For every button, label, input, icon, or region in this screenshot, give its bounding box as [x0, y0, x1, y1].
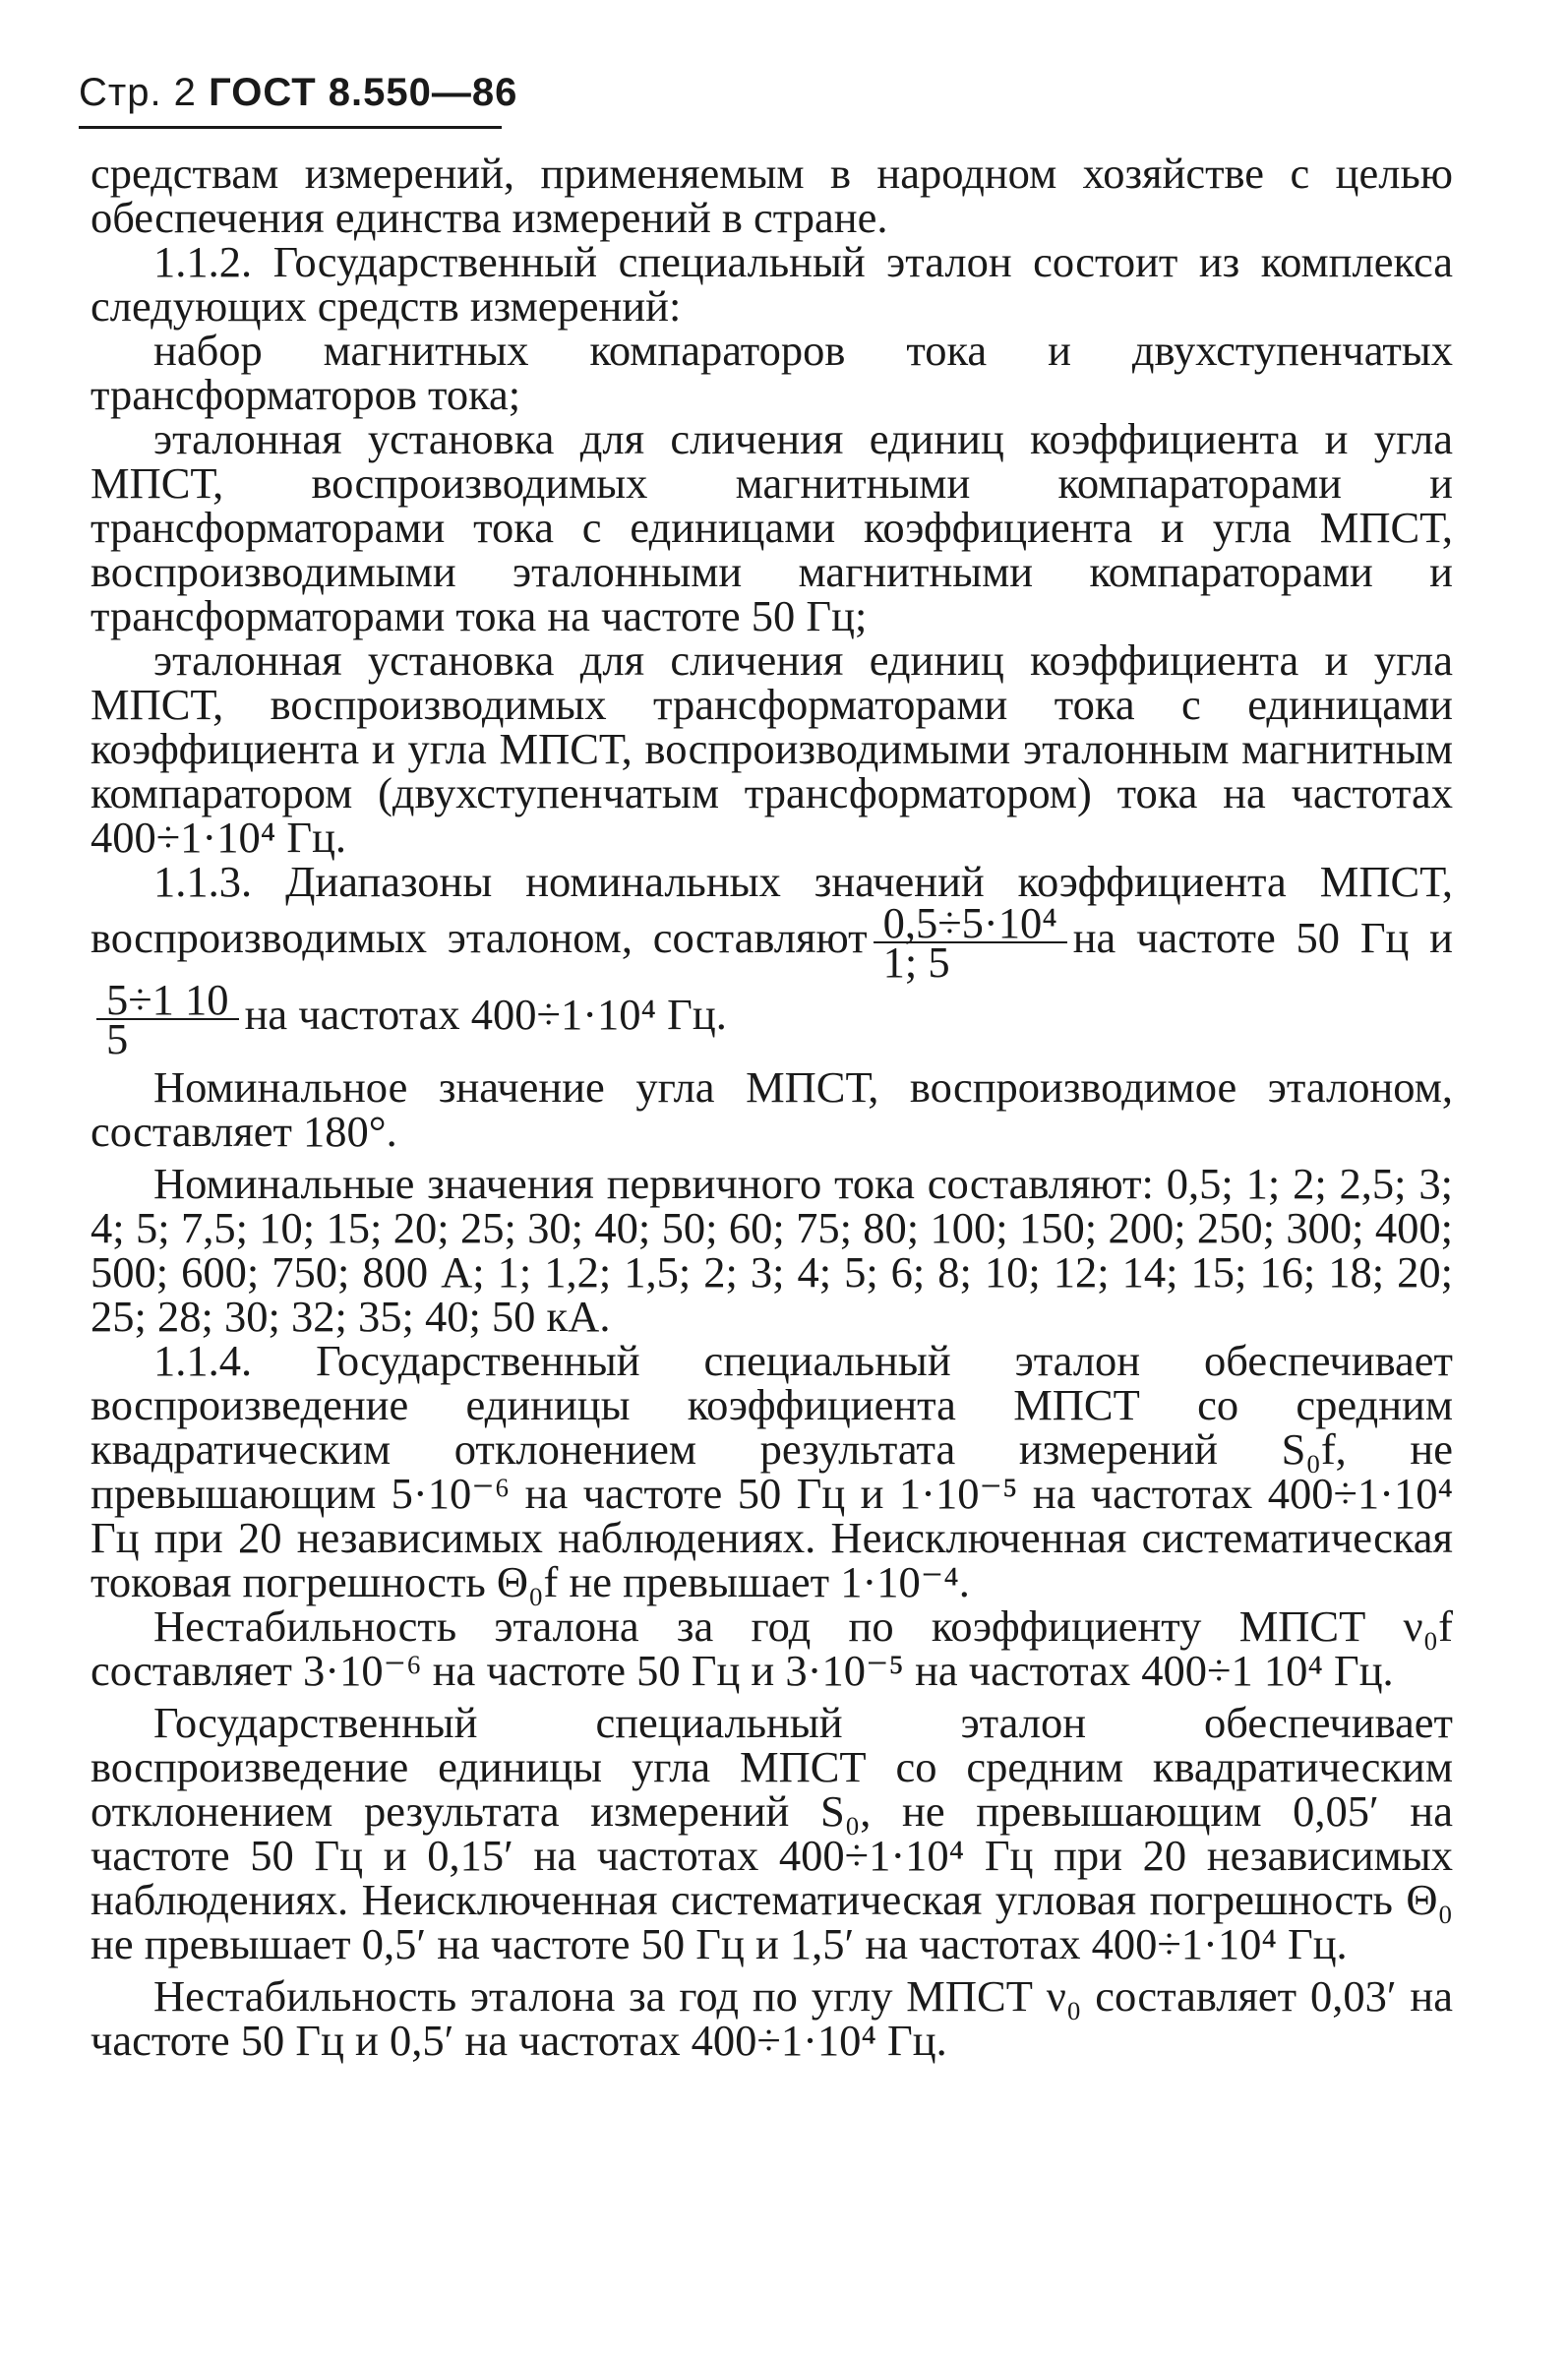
page-number: Стр. 2 — [79, 71, 197, 114]
paragraph: 1.1.2. Государственный специальный эталон состоит из комплекса следующих средств измерений: — [90, 237, 1453, 331]
paragraph: Нестабильность эталона за год по углу МПСТ ν₀ составляет 0,03′ на частоте 50 Гц и 0,5′ на частотах 400÷1·10⁴ Гц. — [90, 1971, 1453, 2065]
paragraph: Государственный специальный эталон обеспечивает воспроизведение единицы угла МПСТ со средним квадратическим отклонением результата измерений S₀, не превышающим 0,05′ на частоте 50 Гц и 0,15′ на частотах 400÷1·10⁴ Гц при 20 независимых наблюдениях. Неисключенная систематическая угловая погрешность Θ₀ не превышает 0,5′ на частоте 50 Гц и 1,5′ на частотах 400÷1·10⁴ Гц. — [90, 1698, 1453, 1968]
paragraph: средствам измерений, применяемым в народном хозяйстве с целью обеспечения единства измерений в стране. — [90, 149, 1453, 242]
fraction-denominator: 1; 5 — [882, 937, 950, 987]
paragraph-ranges — [90, 857, 1453, 1063]
paragraph: Номинальные значения первичного тока составляют: 0,5; 1; 2; 2,5; 3; 4; 5; 7,5; 10; 15; 20; 25; 30; 40; 50; 60; 75; 80; 100; 150; 200; 250; 300; 400; 500; 600; 750; 800 А; 1; 1,2; 1,5; 2; 3; 4; 5; 6; 8; 10; 12; 14; 15; 16; 18; 20; 25; 28; 30; 32; 35; 40; 50 кА. — [90, 1159, 1453, 1341]
header-rule — [79, 126, 502, 129]
paragraph: эталонная установка для сличения единиц коэффициента и угла МПСТ, воспроизводимых трансформаторами тока с единицами коэффициента и угла МПСТ, воспроизводимыми эталонным магнитным компаратором (двухступенчатым трансформатором) тока на частотах 400÷1·10⁴ Гц. — [90, 635, 1453, 862]
page-header — [79, 71, 517, 115]
standard-code: ГОСТ 8.550—86 — [209, 71, 518, 114]
fraction-numerator: 5÷1 10 — [96, 981, 239, 1020]
fraction-range-400hz — [96, 975, 239, 1063]
paragraph: Нестабильность эталона за год по коэффициенту МПСТ ν₀f составляет 3·10⁻⁶ на частоте 50 Гц и 3·10⁻⁵ на частотах 400÷1 10⁴ Гц. — [90, 1601, 1453, 1695]
fraction-range-50hz — [874, 898, 1067, 987]
fraction-denominator: 5 — [106, 1014, 129, 1063]
ranges-text-b: на частоте 50 Гц и — [1072, 913, 1453, 963]
document-body — [90, 151, 1453, 2063]
paragraph: Номинальное значение угла МПСТ, воспроизводимое эталоном, составляет 180°. — [90, 1062, 1453, 1156]
paragraph: эталонная установка для сличения единиц коэффициента и угла МПСТ, воспроизводимых магнитными компараторами и трансформаторами тока с единицами коэффициента и угла МПСТ, воспроизводимыми эталонными магнитными компараторами и трансформаторами тока на частоте 50 Гц; — [90, 414, 1453, 640]
paragraph: 1.1.4. Государственный специальный эталон обеспечивает воспроизведение единицы коэффициента МПСТ со средним квадратическим отклонением результата измерений S₀f, не превышающим 5·10⁻⁶ на частоте 50 Гц и 1·10⁻⁵ на частотах 400÷1·10⁴ Гц при 20 независимых наблюдениях. Неисключенная систематическая токовая погрешность Θ₀f не превышает 1·10⁻⁴. — [90, 1336, 1453, 1606]
fraction-numerator: 0,5÷5·10⁴ — [874, 904, 1067, 943]
ranges-text-c: на частотах 400÷1·10⁴ Гц. — [244, 990, 727, 1040]
ranges-text-a: 1.1.3. Диапазоны номинальных значений коэффициента МПСТ, воспроизводимых эталоном, составляют — [90, 857, 1453, 963]
paragraph: набор магнитных компараторов тока и двухступенчатых трансформаторов тока; — [90, 326, 1453, 419]
